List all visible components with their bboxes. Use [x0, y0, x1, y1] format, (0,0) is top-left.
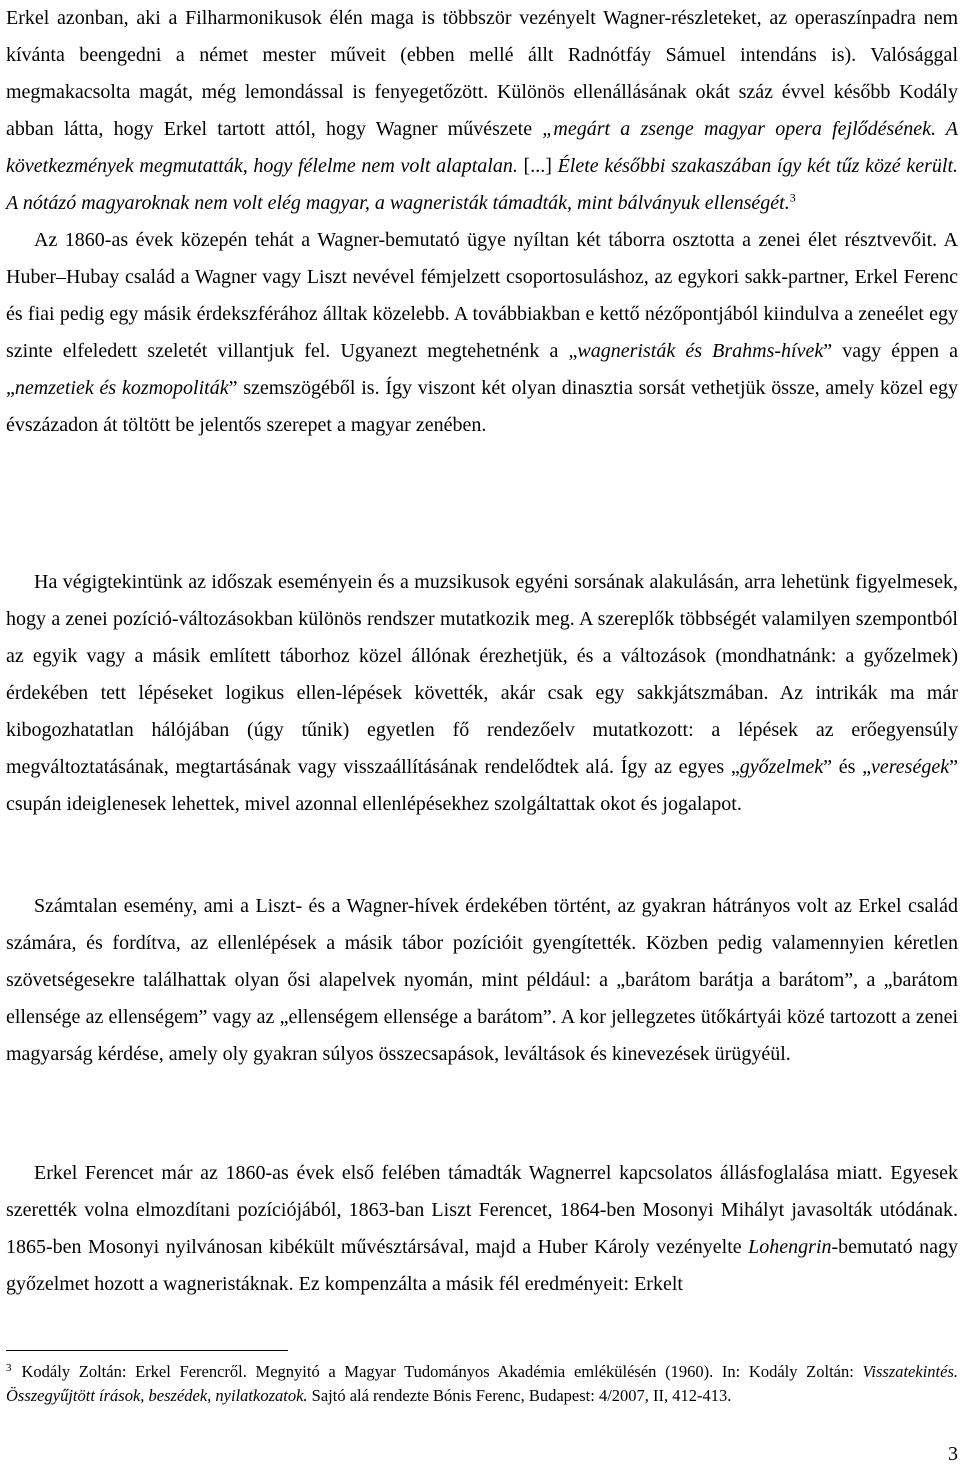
kodaly-quote-1: „megárt a zsenge magyar opera fejlődésének. A következmények megmutatták, hogy félelme nem volt alaptalan.: [6, 118, 959, 177]
body-paragraph-3: Számtalan esemény, ami a Liszt- és a Wagner-hívek érdekében történt, az gyakran hátrányos volt az Erkel család számára, és fordítva, az ellenlépések a másik tábor pozícióit gyengítették. Közben pedig valamennyien kéretlen szövetségesekre találhattak olyan ősi alapelvek nyomán, mint például: a „barátom barátja a barátom”, a „barátom ellensége az ellenségem” vagy az „ellenségem ellensége a barátom”. A kor jellegzetes ütőkártyái közé tartozott a zenei magyarság kérdése, amely oly gyakran súlyos összecsapások, leváltások és kinevezések ürügyéül.: [6, 895, 958, 1065]
wagnerists-brahmsians: wagneristák és Brahms-hívek: [577, 340, 824, 362]
p1-text: Erkel azonban, aki a Filharmonikusok élén maga is többször vezényelt Wagner-részleteket, az operaszínpadra nem kívánta beengedni a német mester műveit (ebben mellé állt Radnótfáy Sámuel intendáns is). Valósággal megmakacsolta magát, még lemondással is fenyegetőzött. Különös ellenállásának okát száz évvel később Kodály abban látta, hogy Erkel tartott attól, hogy Wagner művészete: [6, 7, 958, 140]
p1-text-3: ” vagy éppen a „: [6, 340, 958, 399]
footnote-number: 3: [6, 1361, 12, 1374]
p1-text-4: ” szemszögéből is. Így viszont két olyan dinasztia sorsát vethetjük össze, amely közel egy évszázadon át töltött be jelentős szerepet a magyar zenében.: [6, 377, 958, 436]
body-paragraph-1: [6, 0, 958, 444]
p2-text-3: ” csupán ideiglenesek lehettek, mivel azonnal ellenlépésekhez szolgáltattak okot és jogalapot.: [6, 756, 958, 815]
footnote-separator: [6, 1350, 288, 1351]
p4-text: Erkel Ferencet már az 1860-as évek első felében támadták Wagnerrel kapcsolatos állásfoglalása miatt. Egyesek szerették volna elmozdítani pozíciójából, 1863-ban Liszt Ferencet, 1864-ben Mosonyi Mihályt javasolták utódának. 1865-ben Mosonyi nyilvánosan kibékült művésztársával, majd a Huber Károly vezényelte: [6, 1162, 958, 1258]
p4-text-2: -bemutató nagy győzelmet hozott a wagneristáknak. Ez kompenzálta a másik fél eredményeit: Erkelt: [6, 1236, 958, 1295]
p1-text-2: Az 1860-as évek közepén tehát a Wagner-bemutató ügye nyíltan két táborra osztotta a zenei élet résztvevőit. A Huber–Hubay család a Wagner vagy Liszt nevével fémjelzett csoportosuláshoz, az egykori sakk-partner, Erkel Ferenc és fiai pedig egy másik érdekszférához álltak közelebb. A továbbiakban e kettő nézőpontjából kiindulva a zeneélet egy szinte elfeledett szeletét villantjuk fel. Ugyanezt megtehetnénk a „: [6, 229, 958, 362]
footnote-text: Kodály Zoltán: Erkel Ferencről. Megnyitó a Magyar Tudományos Akadémia emlékülésén (1960). In: Kodály Zoltán:: [21, 1362, 863, 1381]
p2-text-2: ” és „: [823, 756, 871, 778]
body-paragraph-2: [6, 564, 958, 823]
footnote-reference: 3: [789, 190, 796, 205]
kodaly-quote-2: Élete későbbi szakaszában így két tűz közé került. A nótázó magyaroknak nem volt elég magyar, a wagneristák támadták, mint bálványuk ellenségét.: [6, 155, 959, 214]
footnote: [6, 1360, 958, 1408]
defeats: vereségek: [871, 756, 950, 778]
nationals-cosmopolitans: nemzetiek és kozmopoliták: [14, 377, 229, 399]
lohengrin-title: Lohengrin: [748, 1236, 832, 1258]
victories: győzelmek: [739, 756, 824, 778]
ellipsis: [...]: [517, 155, 558, 177]
p2-text: Ha végigtekintünk az időszak eseményein és a muzsikusok egyéni sorsának alakulásán, arra lehetünk figyelmesek, hogy a zenei pozíció-változásokban különös rendszer mutatkozik meg. A szereplők többségét valamilyen szempontból az egyik vagy a másik említett táborhoz közel állónak érezhetjük, és a változások (mondhatnánk: a győzelmek) érdekében tett lépéseket logikus ellen-lépések követték, akár csak egy sakkjátszmában. Az intrikák ma már kibogozhatatlan hálójában (úgy tűnik) egyetlen fő rendezőelv mutatkozott: a lépések az erőegyensúly megváltoztatásának, megtartásának vagy visszaállításának rendelődtek alá. Így az egyes „: [6, 571, 958, 778]
page-number: 3: [948, 1443, 958, 1465]
footnote-text-2: Sajtó alá rendezte Bónis Ferenc, Budapest: 4/2007, II, 412-413.: [307, 1386, 732, 1405]
footnote-book-title: Visszatekintés. Összegyűjtött írások, beszédek, nyilatkozatok.: [6, 1362, 958, 1405]
body-paragraph-4: [6, 1155, 958, 1303]
